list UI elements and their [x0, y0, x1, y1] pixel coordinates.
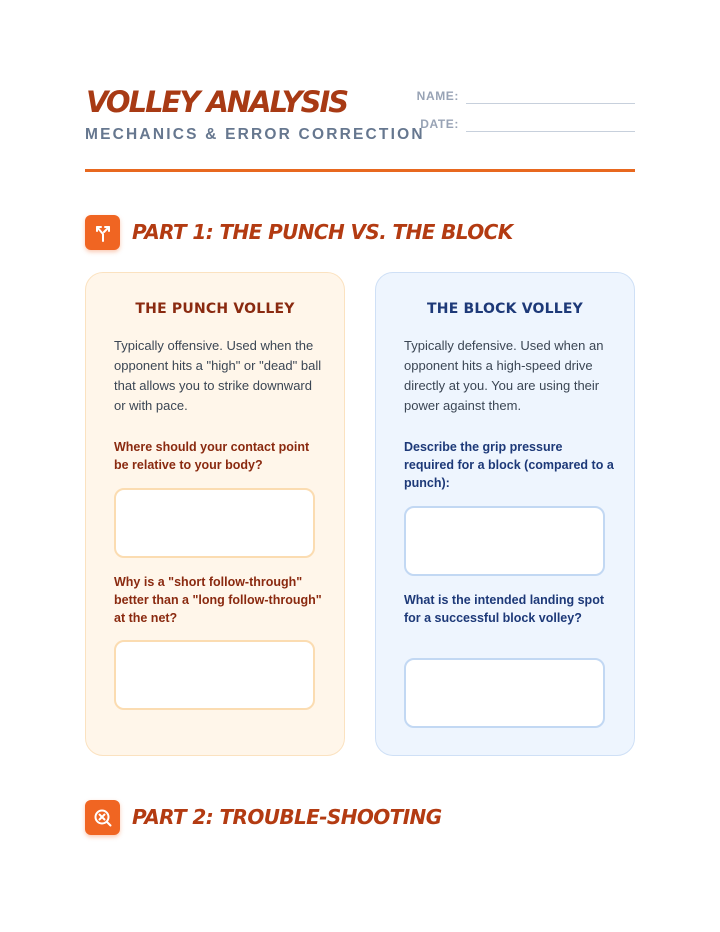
- part1-title: PART 1: THE PUNCH VS. THE BLOCK: [132, 220, 513, 244]
- punch-question-1: Where should your contact point be relative to your body?: [114, 440, 310, 472]
- block-answer-1[interactable]: [404, 506, 605, 576]
- header-divider: [85, 169, 635, 172]
- block-answer-2[interactable]: [404, 658, 605, 728]
- punch-volley-card: [85, 272, 345, 756]
- punch-card-title: THE PUNCH VOLLEY: [135, 301, 295, 317]
- block-card-title: THE BLOCK VOLLEY: [427, 301, 583, 317]
- split-arrow-icon: [85, 215, 120, 250]
- date-line[interactable]: [466, 131, 635, 132]
- block-question-2: What is the intended landing spot for a successful block volley?: [404, 593, 604, 625]
- punch-answer-2[interactable]: [114, 640, 315, 710]
- worksheet-title: VOLLEY ANALYSIS: [86, 85, 348, 119]
- worksheet-subtitle: MECHANICS & ERROR CORRECTION: [85, 126, 425, 143]
- date-label: DATE:: [420, 117, 459, 131]
- punch-description: Typically offensive. Used when the opponent hits a "high" or "dead" ball that allows you to strike downward or with pace.: [114, 338, 322, 413]
- name-line[interactable]: [466, 103, 635, 104]
- punch-question-2: Why is a "short follow-through" better than a "long follow-through" at the net?: [114, 575, 322, 625]
- block-description: Typically defensive. Used when an opponent hits a high-speed drive directly at you. You are using their power against them.: [404, 338, 604, 413]
- part2-title: PART 2: TROUBLE-SHOOTING: [132, 805, 442, 829]
- circle-x-icon: [85, 800, 120, 835]
- block-question-1: Describe the grip pressure required for a block (compared to a punch):: [404, 440, 614, 490]
- punch-answer-1[interactable]: [114, 488, 315, 558]
- name-label: NAME:: [416, 89, 459, 103]
- block-volley-card: [375, 272, 635, 756]
